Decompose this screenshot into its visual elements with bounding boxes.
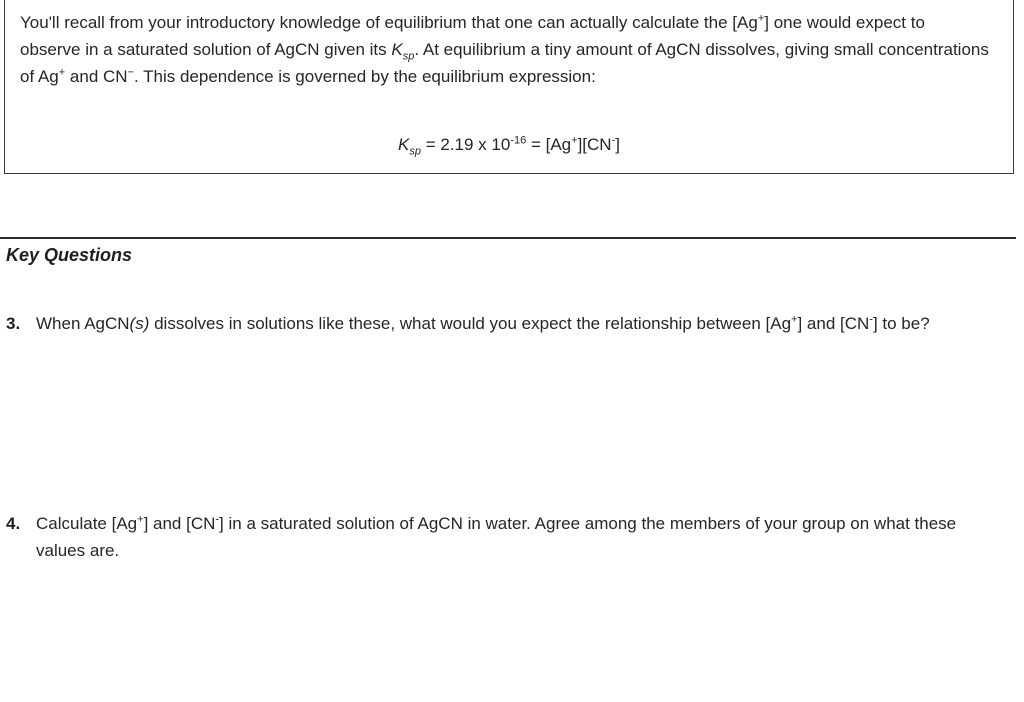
question-text	[6, 310, 996, 337]
question-text	[6, 510, 996, 564]
intro-k-symbol: K	[391, 40, 403, 59]
intro-text-3: . At equilibrium a tiny amount of AgCN dissolves, giving small concentrations of Ag	[20, 40, 989, 86]
equation-k-subscript: sp	[409, 145, 421, 158]
equation-sup-plus: +	[571, 134, 578, 147]
question-4	[6, 510, 996, 564]
section-divider	[0, 237, 1016, 239]
question-4-sup-minus: -	[215, 513, 220, 526]
question-4-sup-plus: +	[137, 513, 144, 526]
equation-exponent: -16	[510, 134, 527, 147]
question-3-phase: (s)	[129, 314, 150, 333]
question-3-sup-plus: +	[791, 313, 798, 326]
question-3-text-1: When AgCN	[36, 314, 130, 333]
question-4-text-2: ] and [CN	[143, 514, 216, 533]
equation-value: = 2.19 x 10	[421, 135, 511, 154]
intro-text-5: . This dependence is governed by the equilibrium expression:	[134, 67, 596, 86]
question-3-text-3: ] and [CN	[797, 314, 870, 333]
question-number: 3.	[6, 314, 21, 333]
intro-k-subscript: sp	[402, 50, 415, 63]
intro-text-2: ] one would expect to observe in a saturated solution of AgCN given its	[20, 13, 925, 59]
question-4-text-3: ] in a saturated solution of AgCN in water. Agree among the members of your group on what these values are.	[36, 514, 957, 560]
question-3	[6, 310, 996, 337]
question-3-text-2: dissolves in solutions like these, what would you expect the relationship between [Ag	[149, 314, 792, 333]
section-heading: Key Questions	[6, 245, 133, 265]
equation-rhs-b: ][CN	[577, 135, 612, 154]
intro-box	[4, 0, 1014, 174]
intro-text-4: and CN	[65, 67, 128, 86]
question-number: 4.	[6, 514, 21, 533]
equation-rhs-a: = [Ag	[526, 135, 572, 154]
intro-sup-minus: −	[127, 66, 135, 79]
equation-sup-minus: -	[611, 134, 616, 147]
question-4-text-1: Calculate [Ag	[36, 514, 138, 533]
ksp-equation	[5, 133, 1013, 157]
equation-k-symbol: K	[398, 135, 410, 154]
equation-rhs-c: ]	[615, 135, 620, 154]
intro-sup-plus-b: +	[58, 66, 66, 79]
question-3-text-4: ] to be?	[872, 314, 930, 333]
question-3-sup-minus: -	[869, 313, 873, 326]
intro-text-1: You'll recall from your introductory knowledge of equilibrium that one can actually calculate the [Ag	[20, 13, 758, 32]
intro-sup-plus-a: +	[757, 12, 765, 25]
intro-paragraph	[20, 9, 990, 90]
